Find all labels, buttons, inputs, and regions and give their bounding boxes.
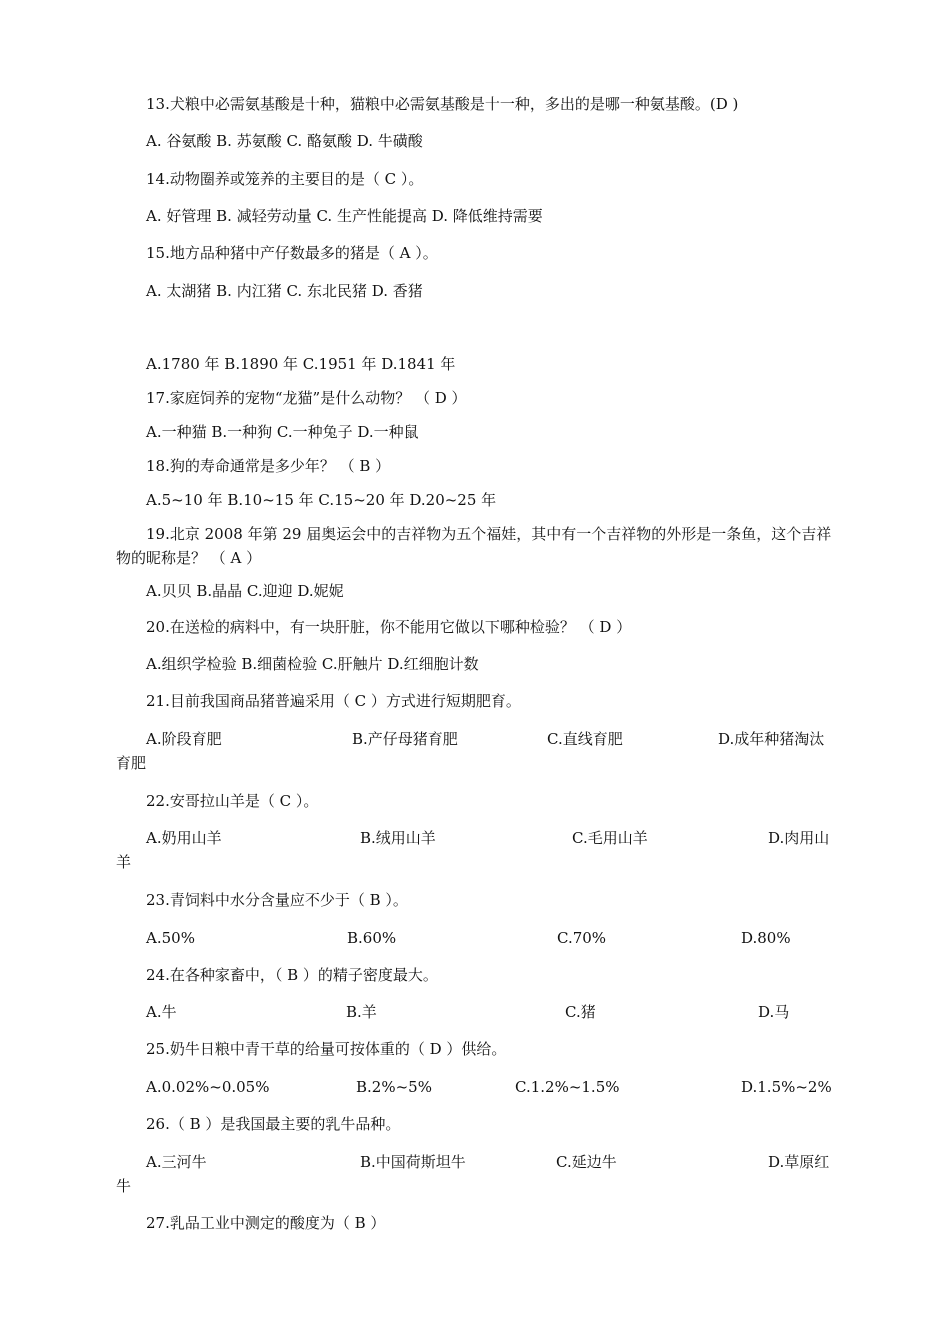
question-25-option-d: D.1.5%~2% [741,1078,832,1096]
question-26-option-a: A.三河牛 [146,1153,207,1171]
question-13-options: A. 谷氨酸 B. 苏氨酸 C. 酪氨酸 D. 牛磺酸 [146,132,423,150]
question-26-option-c: C.延边牛 [556,1153,617,1171]
question-27: 27.乳品工业中测定的酸度为（ B ） [146,1214,386,1232]
question-23-option-a: A.50% [146,929,195,947]
question-20-options: A.组织学检验 B.细菌检验 C.肝触片 D.红细胞计数 [146,655,479,673]
question-24: 24.在各种家畜中，（ B ）的精子密度最大。 [146,966,438,984]
question-23-option-b: B.60% [347,929,397,947]
question-21: 21.目前我国商品猪普遍采用（ C ）方式进行短期肥育。 [146,692,521,710]
question-13: 13.犬粮中必需氨基酸是十种，猫粮中必需氨基酸是十一种，多出的是哪一种氨基酸。(D ) [146,95,739,113]
question-22-option-b: B.绒用山羊 [360,829,436,847]
question-22-option-c: C.毛用山羊 [572,829,648,847]
question-15-options: A. 太湖猪 B. 内江猪 C. 东北民猪 D. 香猪 [146,282,423,300]
question-26-option-d-wrap: 牛 [116,1177,132,1195]
question-14: 14.动物圈养或笼养的主要目的是（ C ）。 [146,170,424,188]
question-24-option-a: A.牛 [146,1003,177,1021]
question-23: 23.青饲料中水分含量应不少于（ B ）。 [146,891,408,909]
question-22-option-a: A.奶用山羊 [146,829,222,847]
question-18: 18.狗的寿命通常是多少年？ （ B ） [146,457,391,475]
question-20: 20.在送检的病料中，有一块肝脏，你不能用它做以下哪种检验？ （ D ） [146,618,632,636]
question-21-option-b: B.产仔母猪育肥 [352,730,458,748]
question-16-options: A.1780 年 B.1890 年 C.1951 年 D.1841 年 [146,355,456,373]
question-18-options: A.5~10 年 B.10~15 年 C.15~20 年 D.20~25 年 [146,491,497,509]
question-21-option-d-wrap: 育肥 [116,754,147,772]
question-22: 22.安哥拉山羊是（ C ）。 [146,792,319,810]
question-19-options: A.贝贝 B.晶晶 C.迎迎 D.妮妮 [146,582,344,600]
question-26-option-b: B.中国荷斯坦牛 [360,1153,466,1171]
question-22-option-d: D.肉用山 [768,829,830,847]
question-23-option-d: D.80% [741,929,791,947]
question-17: 17.家庭饲养的宠物“龙猫”是什么动物？ （ D ） [146,389,467,407]
question-24-option-c: C.猪 [565,1003,596,1021]
question-14-options: A. 好管理 B. 减轻劳动量 C. 生产性能提高 D. 降低维持需要 [146,207,543,225]
question-22-option-d-wrap: 羊 [116,853,132,871]
question-24-option-d: D.马 [758,1003,790,1021]
question-24-option-b: B.羊 [346,1003,377,1021]
question-15: 15.地方品种猪中产仔数最多的猪是（ A ）。 [146,244,438,262]
question-19: 19.北京 2008 年第 29 届奥运会中的吉祥物为五个福娃，其中有一个吉祥物的外形是一条鱼，这个吉祥物的昵称是？ （ A ） [116,525,832,567]
question-26: 26.（ B ）是我国最主要的乳牛品种。 [146,1115,401,1133]
question-23-option-c: C.70% [557,929,607,947]
question-25: 25.奶牛日粮中青干草的给量可按体重的（ D ）供给。 [146,1040,507,1058]
question-21-option-a: A.阶段育肥 [146,730,222,748]
question-26-option-d: D.草原红 [768,1153,830,1171]
question-21-option-c: C.直线育肥 [547,730,623,748]
question-25-option-c: C.1.2%~1.5% [515,1078,620,1096]
question-25-option-b: B.2%~5% [356,1078,432,1096]
question-21-option-d: D.成年种猪淘汰 [718,730,825,748]
question-25-option-a: A.0.02%~0.05% [146,1078,270,1096]
question-17-options: A.一种猫 B.一种狗 C.一种兔子 D.一种鼠 [146,423,419,441]
